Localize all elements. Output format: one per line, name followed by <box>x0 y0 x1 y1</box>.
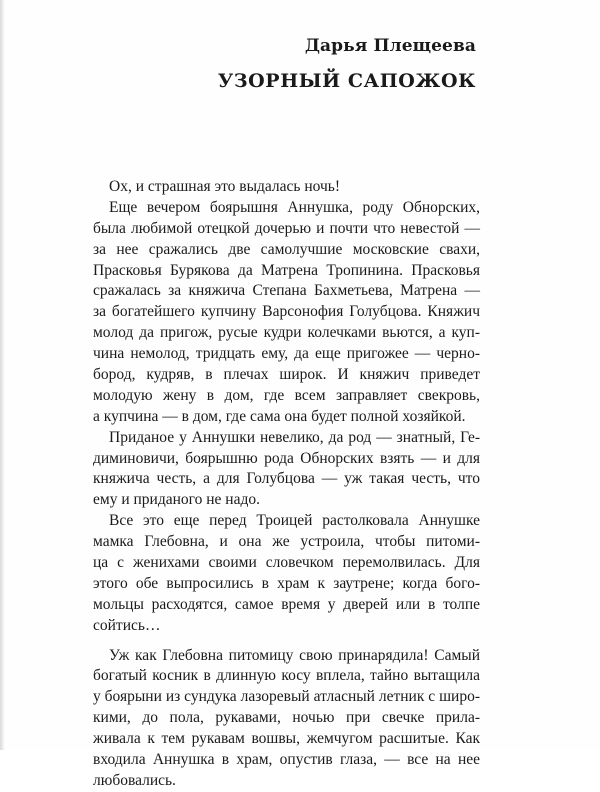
paragraph <box>93 428 480 512</box>
text-line: мамка Глебовна, и она же устроила, чтобы питоми- <box>93 533 480 551</box>
text-line: сойтись… <box>93 616 161 634</box>
text-line: чина немолод, тридцать ему, да еще пригожее — черно- <box>93 345 480 363</box>
text-line: живала к тем рукавам вошвы, жемчугом расшитые. Как <box>93 730 480 748</box>
page-binding-shadow <box>0 0 5 750</box>
text-line: княжича честь, а для Голубцова — уж такая честь, что <box>93 470 480 488</box>
text-line: Еще вечером боярышня Аннушка, роду Обнорских, <box>109 198 480 216</box>
text-line: за богатейшего купчину Варсонофия Голубцова. Княжич <box>93 303 480 321</box>
text-line: Прасковья Бурякова да Матрена Тропинина. Прасковья <box>93 261 480 279</box>
text-line: любовались. <box>93 771 176 789</box>
text-line: богатый косник в длинную косу вплела, тайно вытащила <box>93 667 480 685</box>
text-line: ца с женихами своими словечком перемолвилась. Для <box>93 554 480 572</box>
section-gap <box>93 637 480 646</box>
author-name: Дарья Плещеева <box>304 36 476 56</box>
text-line: Уж как Глебовна питомицу свою принарядила! Самый <box>109 646 480 664</box>
paragraph <box>93 646 480 792</box>
text-line: входила Аннушка в храм, опустив глаза, — все на нее <box>93 751 480 769</box>
text-line: а купчина — в дом, где сама она будет полной хозяйкой. <box>93 407 466 425</box>
text-line: мольцы расходятся, самое время у дверей или в толпе <box>93 595 480 613</box>
paragraph <box>93 177 480 198</box>
body-text <box>93 177 480 792</box>
text-line: Ох, и страшная это выдалась ночь! <box>109 178 341 195</box>
text-line: этого обе выпросились в храм к заутрене; когда бого- <box>93 574 480 592</box>
text-line: кими, до пола, рукавами, ночью при свечке прила- <box>93 709 480 727</box>
text-line: диминовичи, боярышню рода Обнорских взять — и для <box>93 449 480 467</box>
text-line: молодую жену в дом, где всем заправляет свекровь, <box>93 386 480 404</box>
text-line: Все это еще перед Троицей растолковала Аннушке <box>109 512 480 530</box>
chapter-title: УЗОРНЫЙ САПОЖОК <box>217 70 476 92</box>
text-line: за нее сражались две самолучшие московские свахи, <box>93 240 480 258</box>
paragraph <box>93 198 480 428</box>
text-line: сражалась за княжича Степана Бахметьева, Матрена — <box>93 282 480 300</box>
text-line: Приданое у Аннушки невелико, да род — знатный, Ге- <box>109 428 480 446</box>
text-line: была любимой отецкой дочерью и почти что невестой — <box>93 219 480 237</box>
text-line: у боярыни из сундука лазоревый атласный летник с широ- <box>93 688 480 706</box>
text-line: молод да пригож, русые кудри колечками вьются, а куп- <box>93 324 480 342</box>
paragraph <box>93 511 480 636</box>
text-line: ему и приданого не надо. <box>93 491 260 509</box>
text-line: бород, кудряв, в плечах широк. И княжич приведет <box>93 366 480 384</box>
